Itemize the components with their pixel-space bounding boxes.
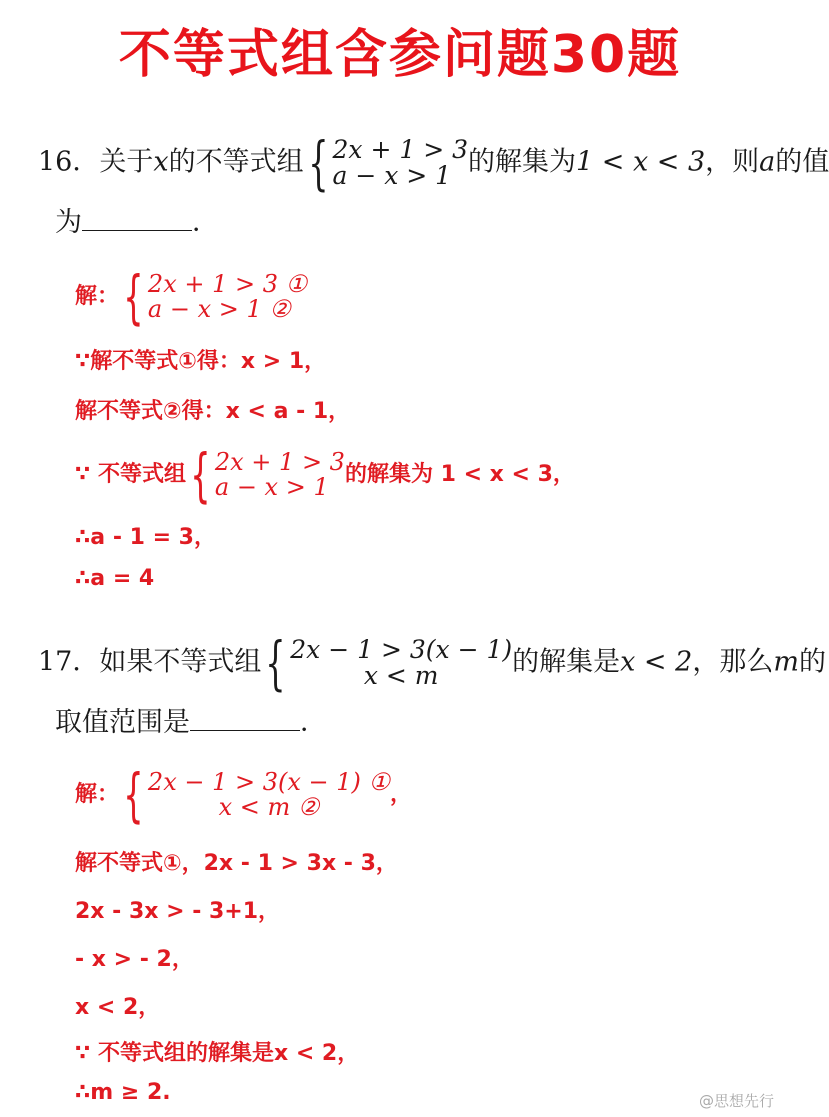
solution-16-step5: ∴a = 4 xyxy=(75,566,155,591)
question-16-line2: 为 ． xyxy=(55,200,219,239)
solution-16-system: 解： { 2x + 1 > 3 ① a − x > 1 ② xyxy=(75,263,308,331)
solution-17-step2: 2x - 3x > - 3+1， xyxy=(75,899,281,924)
watermark: @思想先行 xyxy=(698,1092,774,1110)
solution-16-step2: 解不等式②得：x < a - 1， xyxy=(75,399,351,424)
answer-blank-17 xyxy=(190,704,300,731)
solution-17-step6: ∴m ≥ 2. xyxy=(75,1080,171,1105)
solution-17-step3: - x > - 2， xyxy=(75,947,194,972)
solution-17-system: 解： { 2x − 1 > 3(x − 1) ① x < m ② ， xyxy=(75,761,413,829)
solution-17-step5: ∵ 不等式组的解集是x < 2， xyxy=(75,1041,360,1066)
answer-blank-16 xyxy=(82,204,192,231)
solution-17-step4: x < 2， xyxy=(75,995,161,1020)
page-title: 不等式组含参问题30题 xyxy=(118,25,682,85)
solution-16-step1: ∵解不等式①得：x > 1， xyxy=(75,349,327,374)
question-17-line2: 取值范围是 ． xyxy=(55,700,327,739)
solution-16-step3: ∵ 不等式组 { 2x + 1 > 3 a − x > 1 的解集为 1 < x < 3， xyxy=(75,441,575,509)
solution-17-step1: 解不等式①，2x - 1 > 3x - 3， xyxy=(75,851,398,876)
q17-system: { 2x − 1 > 3(x − 1) x < m xyxy=(265,629,513,697)
solution-16-step4: ∴a - 1 = 3， xyxy=(75,525,216,550)
q16-system: { 2x + 1 > 3 a − x > 1 xyxy=(307,129,468,197)
question-17-line1: 17．如果不等式组 { 2x − 1 > 3(x − 1) x < m 的解集是x < 2，那么m的 xyxy=(38,629,826,697)
question-16-line1: 16．关于x的不等式组 { 2x + 1 > 3 a − x > 1 的解集为1 < x < 3，则a的值 xyxy=(38,129,829,197)
